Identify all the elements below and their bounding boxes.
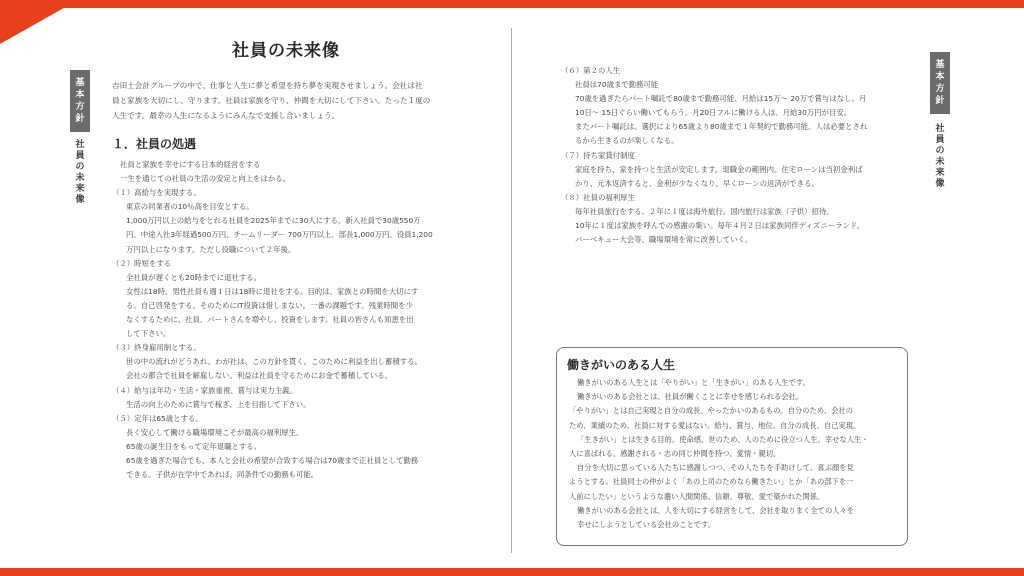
item-text-line: 東京の同業者の10％高を目安とする。 (126, 202, 254, 212)
side-label-char: 未 (75, 173, 85, 183)
side-tab-char: 針 (935, 96, 945, 106)
item-text-line: できる。子供が在学中であれば、同条件での勤務も可能。 (126, 470, 319, 480)
item-text-line: 1,000万円以上の給与をとれる社員を2025年までに30人にする。新入社員で30歳550万 (126, 216, 421, 226)
side-label-char: 未 (935, 157, 945, 167)
side-tab-left (70, 70, 90, 132)
item-text-line: 一生を通じての社員の生活の安定と向上をはかる。 (120, 174, 290, 184)
item-heading: （５）定年は65歳とする。 (112, 413, 203, 423)
top-accent-bar (0, 0, 1024, 8)
section-heading: １．社員の処遇 (112, 137, 197, 151)
page-divider (511, 28, 512, 553)
item-text-line: 10年に１度は家族を呼んでの感謝の集い。毎年４月２日は家族同伴ディズニーランド。 (575, 221, 864, 231)
item-text-line: 女性は18時、男性社員も週１日は18時に退社をする。目的は、家族との時間を大切にす (126, 286, 419, 296)
right-column-body (561, 64, 911, 247)
side-label-char: 員 (935, 135, 945, 145)
item-text-line: 10日～ 15日ぐらい働いてもらう。月20日フルに働ける人は、月給30万円が目安。 (575, 108, 852, 118)
box-text-line: 「生きがい」とは生きる目的。使命感、世のため、人のために役立つ人生。幸せな人生・ (577, 434, 869, 444)
item-text-line: なくするために、社員、パートさんを増やし、投資をします。社員の皆さんも知恵を出 (126, 315, 414, 325)
item-text-line: 65歳の誕生日をもって定年退職とする。 (126, 441, 262, 451)
item-text-line: 生活の向上のために賞与で稼ぎ、上を目指して下さい。 (126, 399, 311, 409)
item-text-line: 会社の都合で社員を解雇しない。利益は社員を守るためにお金で蓄積している。 (126, 371, 393, 381)
side-tab-char: 方 (75, 102, 85, 112)
item-text-line: 70歳を過ぎたらパート嘱託で80歳まで勤務可能、月給は15万～ 20万で賞与はなし。月 (575, 94, 867, 104)
item-text-line: 万円以上になります。ただし役職について２年後。 (126, 244, 296, 254)
box-text-line: 人に喜ばれる、感謝される・志の同じ仲間を持つ、愛情・親切。 (569, 449, 781, 459)
box-text-line: 自分を大切に思っている人たちに感謝しつつ、その人たちを手助けして、喜ぶ顔を見 (577, 463, 854, 473)
side-label-right (930, 124, 950, 190)
item-heading: （２）時短をする (112, 258, 172, 268)
side-tab-char: 針 (75, 114, 85, 124)
intro-line: 員と家族を大切にし、守ります。社員は家族を守り、仲間を大切にして下さい。たった１度の (112, 96, 431, 105)
corner-accent (0, 0, 78, 44)
item-text-line: 世の中の流れがどうあれ、わが社は、この方針を貫く。このために利益を出し蓄積する。 (126, 357, 422, 367)
item-heading: （４）給与は年功・生活・家族重視、賞与は実力主義。 (112, 385, 297, 395)
box-text-line: ため、業績のため、社員に対する愛はない。給与、賞与、地位、自分の成長、自己実現。 (569, 420, 861, 430)
item-text-line: 長く安心して働ける職場環境こそが最高の福利厚生。 (126, 427, 304, 437)
box-text-line: 働きがいのある人生とは「やりがい」と「生きがい」のある人生です。 (577, 378, 810, 387)
side-label-char: 像 (935, 179, 945, 189)
item-text-line: またパート嘱託は、選択により65歳より80歳まで１年契約で勤務可能。人は必要とされ (575, 122, 868, 132)
item-heading: （３）終身雇用制とする。 (112, 343, 201, 353)
side-label-char: 員 (75, 151, 85, 161)
box-body (569, 376, 899, 532)
ikigai-box (556, 347, 908, 546)
item-text-line: 社員は70歳まで勤務可能 (575, 80, 659, 90)
item-text-line: 全社員が遅くとも20時までに退社する。 (126, 272, 262, 282)
box-title: 働きがいのある人生 (567, 358, 676, 372)
item-heading: （８）社員の福利厚生 (561, 192, 635, 202)
box-text-line: 人前にしたい」というような濃い人間関係、信頼、尊敬、愛で築かれた関係。 (569, 491, 825, 501)
item-text-line: 65歳を過ぎた場合でも、本人と会社の希望が合致する場合は70歳まで正社員として勤務 (126, 455, 419, 465)
box-text-line: 働きがいのある会社とは、社員が働くことに幸せを感じられる会社。 (577, 392, 804, 402)
box-text-line: ようとする。社員同士の仲がよく「あの上司のためなら働きたい」とか「あの部下を一 (569, 477, 854, 487)
bottom-accent-bar (0, 568, 1024, 576)
side-tab-char: 方 (935, 84, 945, 94)
page-title: 社員の未来像 (232, 41, 340, 61)
side-tab-char: 基 (935, 60, 945, 70)
intro-line: 吉田土会計グループの中で、仕事と人生に夢と希望を持ち夢を実現させましょう。会社は社 (112, 81, 423, 90)
box-text-line: 働きがいのある会社とは、人を大切にする経営をして、会社を取りまく全ての人々を (577, 505, 855, 515)
item-text-line: 社員と家族を幸せにする日本的経営をする (120, 160, 261, 169)
side-label-char: の (935, 146, 945, 156)
item-text-line: バーベキュー大会等、職場環境を常に改善していく。 (575, 235, 753, 245)
side-label-char: 来 (75, 184, 85, 194)
side-label-char: 社 (75, 140, 85, 150)
side-tab-right (930, 52, 950, 114)
side-tab-char: 本 (75, 90, 85, 100)
item-heading: （１）高給与を実現する。 (112, 188, 201, 198)
item-text-line: 円、中途入社3年経過500万円、チームリーダー 700万円以上、部長1,000万円、役員1,200 (126, 230, 433, 240)
item-text-line: 毎年社員旅行をする。２年に１度は海外旅行。国内旅行は家族（子供）招待。 (575, 206, 834, 216)
left-column-body (112, 158, 477, 482)
item-text-line: 家庭を持ち、家を持つと生活が安定します。退職金の範囲内。住宅ローンは当初金利ば (575, 164, 863, 174)
item-text-line: るから生きるのが楽しくなる。 (575, 136, 679, 146)
item-text-line: る。自己啓発をする。そのためにIT投資は惜しまない。一番の課題です。残業時間を少 (126, 300, 413, 310)
box-text-line: 「やりがい」とは自己実現と自分の成長、やったかいのあるもの。自分のため、会社の (569, 406, 853, 416)
item-heading: （６）第２の人生 (561, 66, 621, 75)
side-label-char: 社 (935, 124, 945, 134)
side-label-left (70, 140, 90, 206)
box-text-line: 幸せにしようとしている会社のことです。 (577, 520, 716, 530)
intro-paragraph (112, 78, 472, 123)
item-text-line: かり、元本返済すると、金利が少なくなり、早くローンの返済ができる。 (575, 178, 819, 188)
side-label-char: 来 (935, 168, 945, 178)
side-label-char: の (75, 162, 85, 172)
intro-line: 人生です。最幸の人生になるようにみんなで支援し合いましょう。 (112, 111, 340, 120)
side-tab-char: 本 (935, 72, 945, 82)
item-heading: （７）持ち家貸付制度 (561, 150, 635, 160)
side-label-char: 像 (75, 195, 85, 205)
side-tab-char: 基 (75, 78, 85, 88)
item-text-line: して下さい。 (126, 329, 171, 339)
